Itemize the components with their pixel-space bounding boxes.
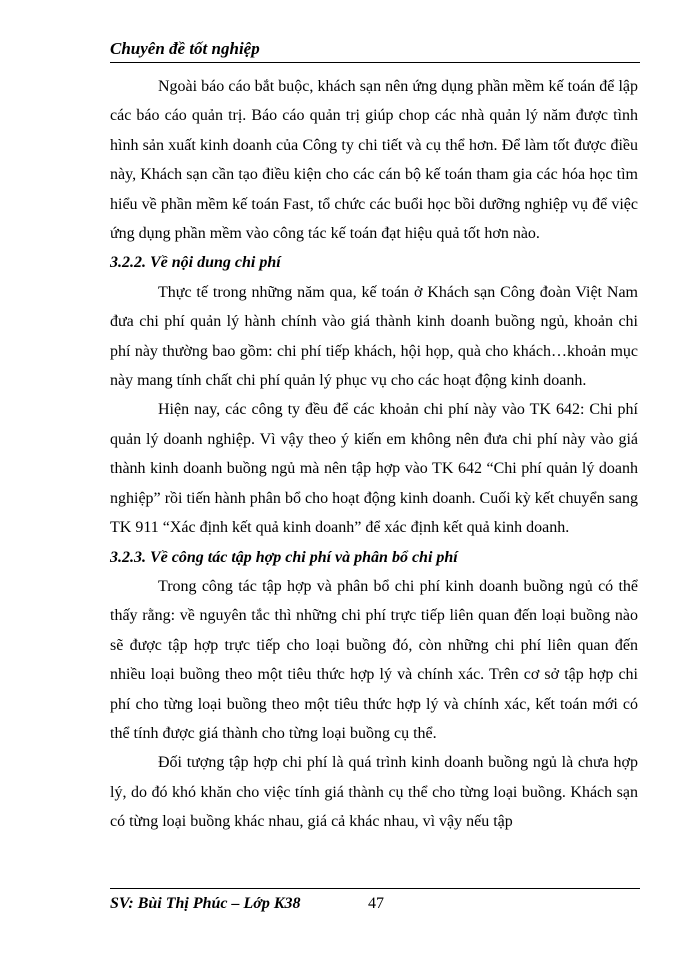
page-number: 47	[368, 895, 384, 912]
paragraph: Thực tế trong những năm qua, kế toán ở Khách sạn Công đoàn Việt Nam đưa chi phí quản lý hành chính vào giá thành kinh doanh buồng ngủ, khoản chi phí này thường bao gồm: chi phí tiếp khách, hội họp, quà cho khách…khoản mục này mang tính chất chi phí quản lý phục vụ cho các hoạt động kinh doanh.	[110, 283, 638, 390]
section-heading-3-2-3: 3.2.3. Về công tác tập hợp chi phí và phân bổ chi phí	[110, 548, 458, 566]
header-divider	[110, 62, 640, 63]
paragraph: Hiện nay, các công ty đều để các khoản chi phí này vào TK 642: Chi phí quản lý doanh nghiệp. Vì vậy theo ý kiến em không nên đưa chi phí này vào giá thành kinh doanh buồng ngủ mà nên tập hợp vào TK 642 “Chi phí quản lý doanh nghiệp” rồi tiến hành phân bổ cho hoạt động kinh doanh. Cuối kỳ kết chuyển sang TK 911 “Xác định kết quả kinh doanh” để xác định kết quả kinh doanh.	[110, 401, 638, 537]
page-header-title: Chuyên đề tốt nghiệp	[110, 39, 260, 58]
paragraph: Đối tượng tập hợp chi phí là quá trình kinh doanh buồng ngủ là chưa hợp lý, do đó khó khăn cho việc tính giá thành cụ thể cho từng loại buồng. Khách sạn có từng loại buồng khác nhau, giá cả khác nhau, vì vậy nếu tập	[110, 754, 638, 831]
document-body	[110, 72, 638, 837]
paragraph: Ngoài báo cáo bắt buộc, khách sạn nên ứng dụng phần mềm kế toán để lập các báo cáo quản trị. Báo cáo quản trị giúp chop các nhà quản lý năm được tình hình sản xuất kinh doanh của Công ty chi tiết và cụ thể hơn. Để làm tốt được điều này, Khách sạn cần tạo điều kiện cho các cán bộ kế toán tham gia các hóa học tìm hiểu về phần mềm kế toán Fast, tổ chức các buổi học bồi dưỡng nghiệp vụ để việc ứng dụng phần mềm vào công tác kế toán đạt hiệu quả tốt hơn nào.	[110, 78, 638, 243]
paragraph: Trong công tác tập hợp và phân bổ chi phí kinh doanh buồng ngủ có thể thấy rằng: về nguyên tắc thì những chi phí trực tiếp liên quan đến loại buồng nào sẽ được tập hợp trực tiếp cho loại buồng đó, còn những chi phí liên quan đến nhiều loại buồng theo một tiêu thức hợp lý và chính xác. Trên cơ sở tập hợp chi phí cho từng loại buồng theo một tiêu thức hợp lý và chính xác, kết toán mới có thể tính được giá thành cho từng loại buồng cụ thể.	[110, 577, 638, 742]
section-heading-3-2-2: 3.2.2. Về nội dung chi phí	[110, 254, 281, 272]
footer-author: SV: Bùi Thị Phúc – Lớp K38	[110, 895, 301, 912]
footer-divider	[110, 888, 640, 889]
